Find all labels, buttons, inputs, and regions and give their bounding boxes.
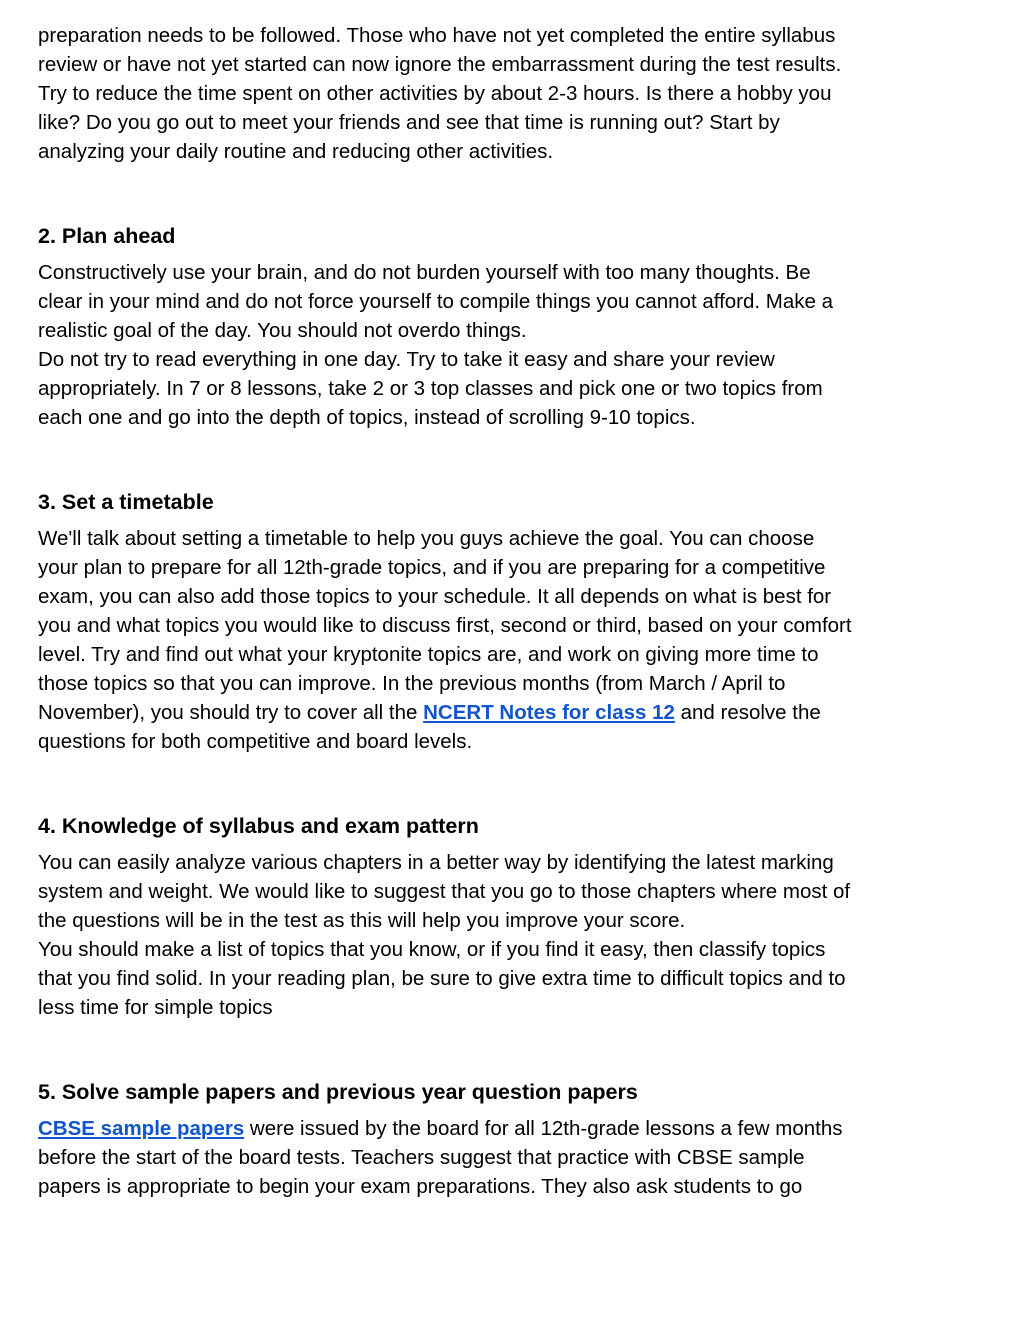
text-line: preparation needs to be followed. Those who have not yet completed the entire syllabus <box>38 24 836 47</box>
text-line: papers is appropriate to begin your exam preparations. They also ask students to go <box>38 1175 803 1198</box>
text-segment: November), you should try to cover all the <box>38 701 424 724</box>
text-line: those topics so that you can improve. In the previous months (from March / April to <box>38 672 786 695</box>
text-line: Do not try to read everything in one day. Try to take it easy and share your review <box>38 348 775 371</box>
text-line: like? Do you go out to meet your friends and see that time is running out? Start by <box>38 111 780 134</box>
text-line: you and what topics you would like to discuss first, second or third, based on your comfort <box>38 614 852 637</box>
document-body <box>38 21 918 1201</box>
text-line: You should make a list of topics that you know, or if you find it easy, then classify topics <box>38 938 826 961</box>
ncert-notes-link[interactable]: NCERT Notes for class 12 <box>423 701 675 724</box>
section-paragraph-sample-papers <box>38 1114 918 1201</box>
cbse-sample-papers-link[interactable]: CBSE sample papers <box>38 1117 245 1140</box>
text-line: that you find solid. In your reading plan, be sure to give extra time to difficult topics and to <box>38 967 846 990</box>
spacer <box>38 432 918 488</box>
spacer <box>38 1022 918 1078</box>
text-line: Try to reduce the time spent on other activities by about 2-3 hours. Is there a hobby you <box>38 82 832 105</box>
text-line: We'll talk about setting a timetable to help you guys achieve the goal. You can choose <box>38 527 815 550</box>
text-line: system and weight. We would like to suggest that you go to those chapters where most of <box>38 880 851 903</box>
section-paragraph-plan-ahead <box>38 258 918 432</box>
text-line: level. Try and find out what your kryptonite topics are, and work on giving more time to <box>38 643 819 666</box>
text-segment: were issued by the board for all 12th-grade lessons a few months <box>244 1117 843 1140</box>
section-heading-syllabus-exam-pattern: 4. Knowledge of syllabus and exam pattern <box>38 814 479 838</box>
text-line: before the start of the board tests. Teachers suggest that practice with CBSE sample <box>38 1146 805 1169</box>
text-line: less time for simple topics <box>38 996 273 1019</box>
text-line: You can easily analyze various chapters in a better way by identifying the latest marking <box>38 851 834 874</box>
text-segment: and resolve the <box>674 701 821 724</box>
text-line: realistic goal of the day. You should not overdo things. <box>38 319 527 342</box>
section-heading-plan-ahead: 2. Plan ahead <box>38 224 176 248</box>
text-line: clear in your mind and do not force yourself to compile things you cannot afford. Make a <box>38 290 834 313</box>
text-line: analyzing your daily routine and reducing other activities. <box>38 140 554 163</box>
spacer <box>38 517 918 524</box>
spacer <box>38 756 918 812</box>
spacer <box>38 841 918 848</box>
text-line-with-link <box>38 1114 918 1143</box>
section-heading-sample-papers: 5. Solve sample papers and previous year question papers <box>38 1080 638 1104</box>
spacer <box>38 1107 918 1114</box>
text-line: exam, you can also add those topics to your schedule. It all depends on what is best for <box>38 585 832 608</box>
text-line: the questions will be in the test as this will help you improve your score. <box>38 909 686 932</box>
section-paragraph-set-timetable <box>38 524 918 756</box>
text-line: appropriately. In 7 or 8 lessons, take 2 or 3 top classes and pick one or two topics from <box>38 377 823 400</box>
section-paragraph-syllabus-exam-pattern <box>38 848 918 1022</box>
text-line: each one and go into the depth of topics, instead of scrolling 9-10 topics. <box>38 406 696 429</box>
intro-paragraph <box>38 21 918 166</box>
section-heading-set-timetable: 3. Set a timetable <box>38 490 214 514</box>
text-line: review or have not yet started can now ignore the embarrassment during the test results. <box>38 53 842 76</box>
spacer <box>38 166 918 222</box>
text-line-with-link <box>38 698 918 727</box>
text-line: Constructively use your brain, and do not burden yourself with too many thoughts. Be <box>38 261 811 284</box>
text-line: your plan to prepare for all 12th-grade topics, and if you are preparing for a competitive <box>38 556 826 579</box>
spacer <box>38 251 918 258</box>
text-line: questions for both competitive and board levels. <box>38 730 473 753</box>
